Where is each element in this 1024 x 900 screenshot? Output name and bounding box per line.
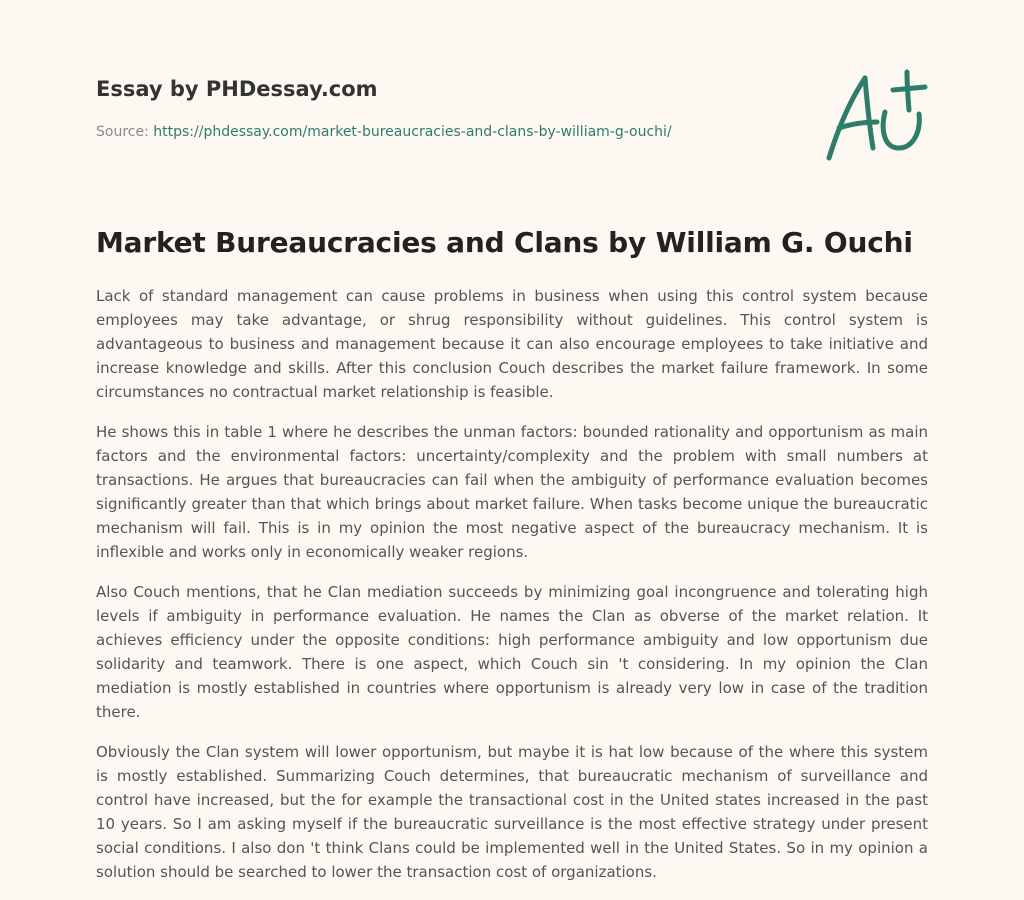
- site-brand: Essay by PHDessay.com: [96, 77, 378, 101]
- essay-paragraph: Lack of standard management can cause problems in business when using this control system because employees may take advantage, or shrug responsibility without guidelines. This control system is advantageous to business and management because it can also encourage employees to take initiative and increase knowledge and skills. After this conclusion Couch describes the market failure framework. In some circumstances no contractual market relationship is feasible.: [96, 287, 928, 401]
- essay-paragraph: Also Couch mentions, that he Clan mediation succeeds by minimizing goal incongruence and tolerating high levels if ambiguity in performance evaluation. He names the Clan as obverse of the market relation. It achieves efficiency under the opposite conditions: high performance ambiguity and low opportunism due solidarity and teamwork. There is one aspect, which Couch sin 't considering. In my opinion the Clan mediation is mostly established in countries where opportunism is already very low in case of the tradition there.: [96, 583, 928, 721]
- source-line: [96, 124, 672, 140]
- source-label: Source:: [96, 124, 154, 140]
- source-link[interactable]: https://phdessay.com/market-bureaucracies-and-clans-by-william-g-ouchi/: [153, 124, 672, 140]
- essay-paragraph: He shows this in table 1 where he describes the unman factors: bounded rationality and opportunism as main factors and the environmental factors: uncertainty/complexity and the problem with small numbers at transactions. He argues that bureaucracies can fail when the ambiguity of performance evaluation becomes significantly greater than that which brings about market failure. When tasks become unique the bureaucratic mechanism will fail. This is in my opinion the most negative aspect of the bureaucracy mechanism. It is inflexible and works only in economically weaker regions.: [96, 423, 928, 561]
- essay-title: Market Bureaucracies and Clans by William G. Ouchi: [96, 226, 913, 259]
- essay-paragraph: Obviously the Clan system will lower opportunism, but maybe it is hat low because of the where this system is mostly established. Summarizing Couch determines, that bureaucratic mechanism of surveillance and control have increased, but the for example the transactional cost in the United states increased in the past 10 years. So I am asking myself if the bureaucratic surveillance is the most effective strategy under present social conditions. I also don 't think Clans could be implemented well in the United States. So in my opinion a solution should be searched to lower the transaction cost of organizations.: [96, 743, 928, 881]
- essay-body: [96, 284, 928, 900]
- a-plus-logo-icon: [823, 66, 931, 166]
